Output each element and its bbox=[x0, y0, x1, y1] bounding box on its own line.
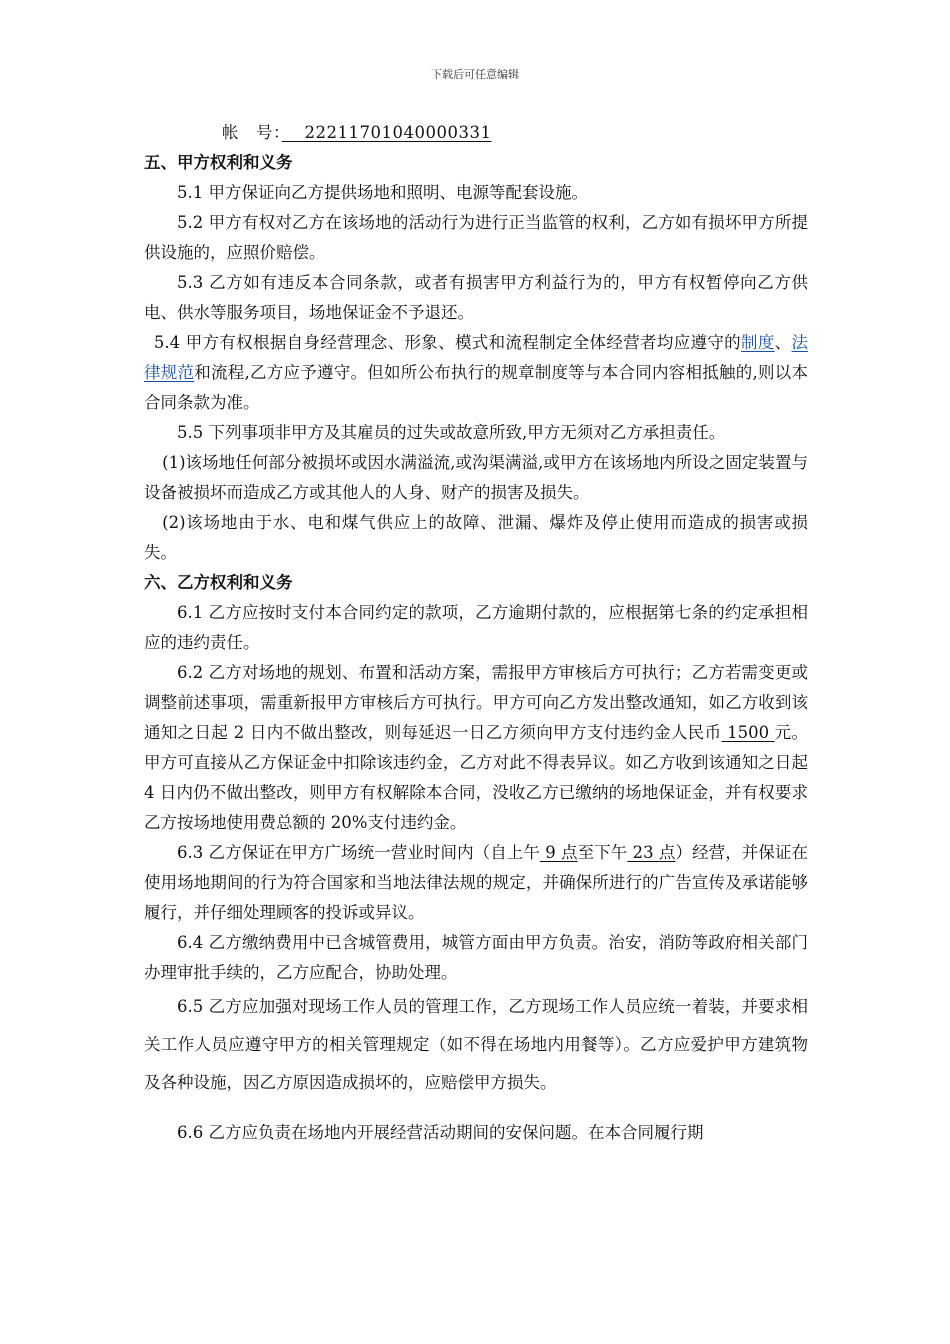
section5-title: 五、甲方权利和义务 bbox=[144, 153, 293, 172]
clause-6-6: 6.6 乙方应负责在场地内开展经营活动期间的安保问题。在本合同履行期 bbox=[177, 1123, 704, 1142]
clause-6-1: 6.1 乙方应按时支付本合同约定的款项，乙方逾期付款的，应根据第七条的约定承担相应的违约责任。 bbox=[144, 603, 808, 652]
clause-6-4: 6.4 乙方缴纳费用中已含城管费用，城管方面由甲方负责。治安，消防等政府相关部门办理审批手续的，乙方应配合，协助处理。 bbox=[144, 933, 808, 982]
account-label: 帐 号： bbox=[222, 123, 282, 142]
link-legal-norms[interactable]: 法律规范 bbox=[144, 333, 808, 382]
clause-6-3-text-b: ）经营，并保证在使用场地期间的行为符合国家和当地法律法规的规定，并确保所进行的广告宣传及承诺能够履行，并仔细处理顾客的投诉或异议。 bbox=[144, 843, 808, 922]
account-number: 22211701040000331 bbox=[281, 123, 492, 142]
clause-5-5: 5.5 下列事项非甲方及其雇员的过失或故意所致,甲方无须对乙方承担责任。 bbox=[177, 423, 726, 442]
clause-5-4-text-b: 和流程,乙方应予遵守。但如所公布执行的规章制度等与本合同内容相抵触的,则以本合同条款为准。 bbox=[144, 363, 808, 412]
clause-6-5: 6.5 乙方应加强对现场工作人员的管理工作，乙方现场工作人员应统一着装，并要求相关工作人员应遵守甲方的相关管理规定（如不得在场地内用餐等）。乙方应爱护甲方建筑物及各种设施，因乙方原因造成损坏的，应赔偿甲方损失。 bbox=[144, 997, 808, 1092]
clause-5-2: 5.2 甲方有权对乙方在该场地的活动行为进行正当监管的权利，乙方如有损坏甲方所提供设施的，应照价赔偿。 bbox=[144, 213, 808, 262]
clause-6-2-text-a: 6.2 乙方对场地的规划、布置和活动方案，需报甲方审核后方可执行；乙方若需变更或调整前述事项，需重新报甲方审核后方可执行。甲方可向乙方发出整改通知，如乙方收到该通知之日起 2 日内不做出整改，则每延迟一日乙方须向甲方支付违约金人民币 bbox=[144, 663, 808, 742]
clause-5-1: 5.1 甲方保证向乙方提供场地和照明、电源等配套设施。 bbox=[177, 183, 588, 202]
clause-5-4-text-a: 5.4 甲方有权根据自身经营理念、形象、模式和流程制定全体经营者均应遵守的 bbox=[153, 333, 742, 352]
clause-6-3-text-a: 6.3 乙方保证在甲方广场统一营业时间内（自上午 bbox=[177, 843, 540, 862]
clause-5-5-item-1: (1)该场地任何部分被损坏或因水满溢流,或沟渠满溢,或甲方在该场地内所设之固定装置与设备被损坏而造成乙方或其他人的人身、财产的损害及损失。 bbox=[144, 453, 808, 502]
document-body bbox=[144, 118, 808, 1152]
clause-6-2-text-b: 元。甲方可直接从乙方保证金中扣除该违约金，乙方对此不得表异议。如乙方收到该通知之日起 4 日内仍不做出整改，则甲方有权解除本合同，没收乙方已缴纳的场地保证金，并有权要求乙方按场地使用费总额的 20%支付违约金。 bbox=[144, 723, 808, 832]
open-hour: 9 点 bbox=[539, 843, 578, 862]
clause-5-4 bbox=[144, 328, 808, 418]
account-line bbox=[144, 118, 808, 148]
penalty-amount: 1500 bbox=[721, 723, 775, 742]
clause-6-2 bbox=[144, 658, 808, 838]
close-hour: 23 点 bbox=[627, 843, 676, 862]
clause-5-3: 5.3 乙方如有违反本合同条款，或者有损害甲方利益行为的，甲方有权暂停向乙方供电、供水等服务项目，场地保证金不予退还。 bbox=[144, 273, 808, 322]
section6-title: 六、乙方权利和义务 bbox=[144, 573, 293, 592]
header-note: 下载后可任意编辑 bbox=[431, 68, 519, 81]
link-regulations[interactable]: 制度 bbox=[741, 333, 775, 352]
clause-6-3-text-mid: 至下午 bbox=[577, 843, 628, 862]
clause-5-4-separator: 、 bbox=[774, 333, 792, 352]
paragraph-gap bbox=[144, 1102, 808, 1114]
clause-5-5-item-2: (2)该场地由于水、电和煤气供应上的故障、泄漏、爆炸及停止使用而造成的损害或损失。 bbox=[144, 513, 808, 562]
clause-6-3 bbox=[144, 838, 808, 928]
